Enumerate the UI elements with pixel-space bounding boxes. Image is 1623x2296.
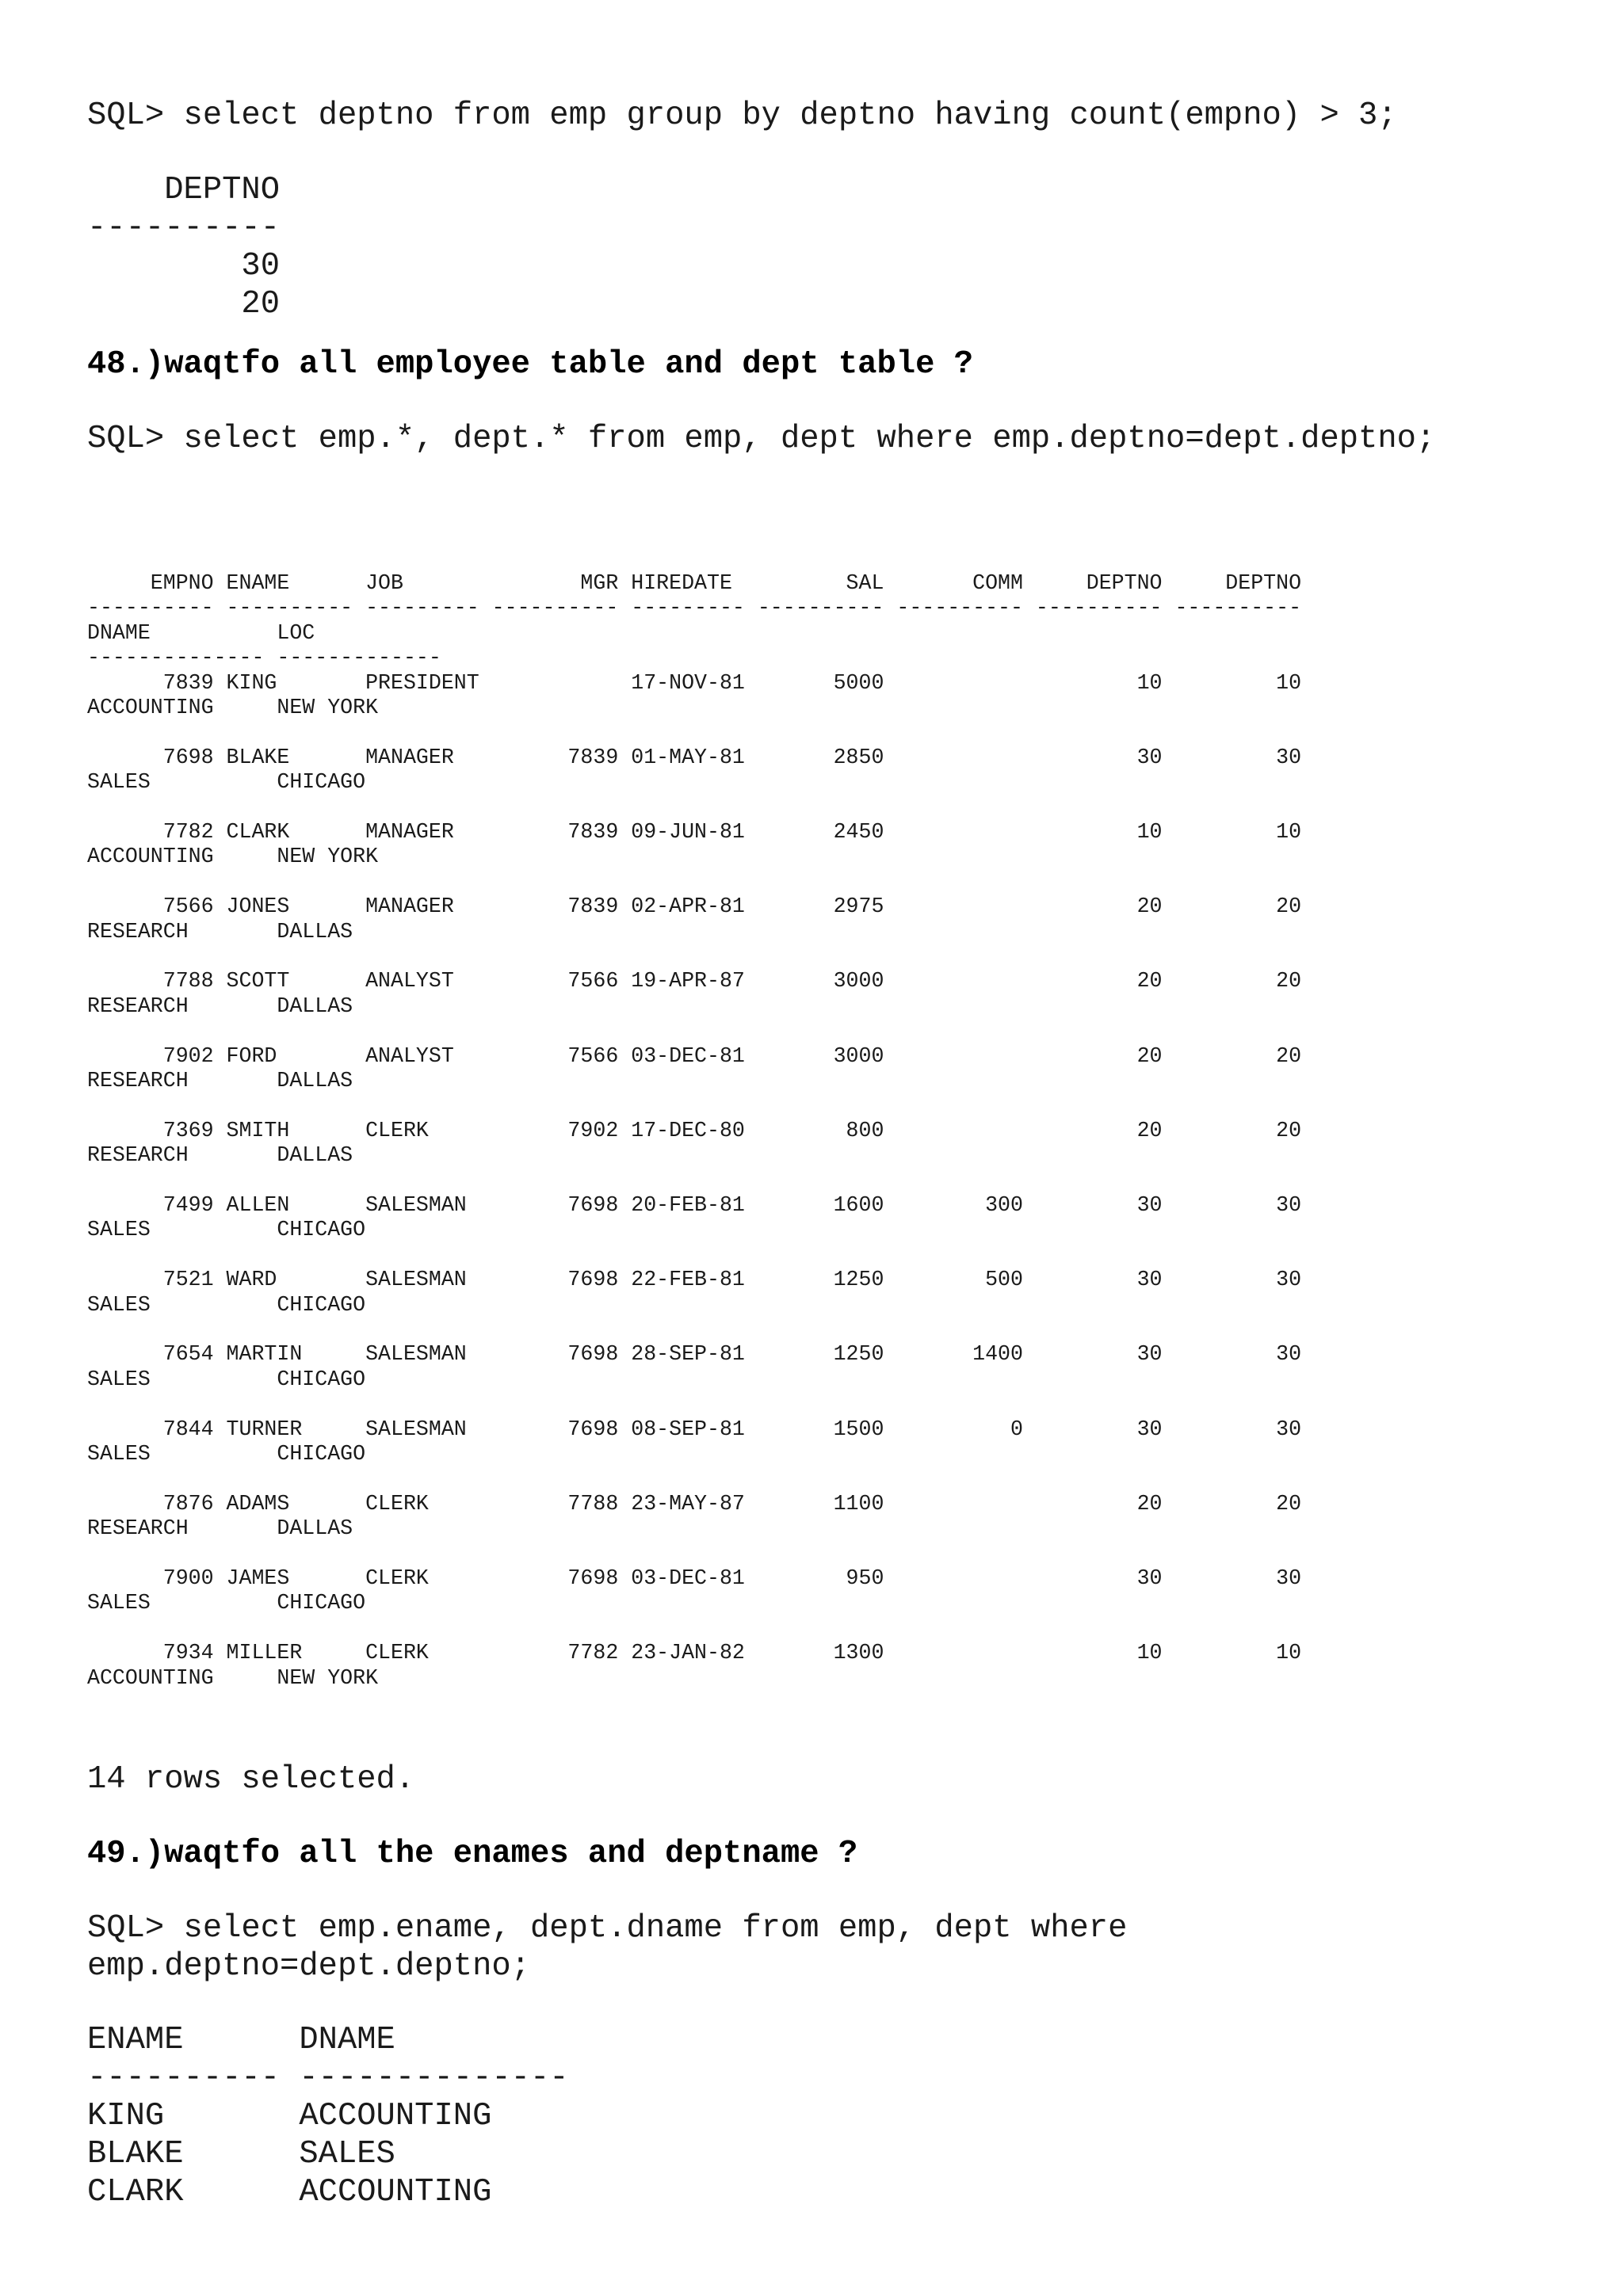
q49-result-line: BLAKE SALES — [87, 2136, 395, 2172]
q47-result-line: 20 — [87, 286, 281, 322]
q48-result-line: 7782 CLARK MANAGER 7839 09-JUN-81 2450 10 10 — [87, 820, 1302, 844]
q49-sql-line: SQL> select emp.ename, dept.dname from emp, dept where — [87, 1910, 1128, 1947]
q47-result-line: ---------- — [87, 210, 281, 246]
q48-result-line: 7369 SMITH CLERK 7902 17-DEC-80 800 20 20 — [87, 1118, 1302, 1142]
q48-result-line: SALES CHICAGO — [87, 1292, 366, 1317]
q48-result-line: 7900 JAMES CLERK 7698 03-DEC-81 950 30 30 — [87, 1566, 1302, 1590]
q48-result-line: 7839 KING PRESIDENT 17-NOV-81 5000 10 10 — [87, 670, 1302, 695]
q48-result-line: RESEARCH DALLAS — [87, 1516, 353, 1541]
q48-result-line: 7566 JONES MANAGER 7839 02-APR-81 2975 20 20 — [87, 894, 1302, 919]
q48-result-line: ACCOUNTING NEW YORK — [87, 1665, 379, 1690]
q48-result-line: RESEARCH DALLAS — [87, 994, 353, 1018]
q49-result-line: KING ACCOUNTING — [87, 2098, 492, 2134]
q48-result-line: ACCOUNTING NEW YORK — [87, 696, 379, 719]
q48-result-line: SALES CHICAGO — [87, 1367, 366, 1391]
q48-result-line: SALES CHICAGO — [87, 770, 366, 795]
q48-result-line: 7499 ALLEN SALESMAN 7698 20-FEB-81 1600 300 30 30 — [87, 1193, 1302, 1217]
q49-sql-line: emp.deptno=dept.deptno; — [87, 1948, 530, 1985]
q48-result-line: SALES CHICAGO — [87, 1218, 366, 1242]
q48-rowcount-line: 14 rows selected. — [87, 1761, 415, 1798]
q47-result-line: 30 — [87, 248, 281, 284]
q48-result-line: RESEARCH DALLAS — [87, 919, 353, 944]
q48-sql-line: SQL> select emp.*, dept.* from emp, dept where emp.deptno=dept.deptno; — [87, 421, 1436, 457]
q49-result-line: ---------- -------------- — [87, 2060, 569, 2096]
q48-result-line: 7844 TURNER SALESMAN 7698 08-SEP-81 1500 0 30 30 — [87, 1417, 1302, 1441]
q48-result-line: 7876 ADAMS CLERK 7788 23-MAY-87 1100 20 20 — [87, 1491, 1302, 1516]
q48-result-line: 7902 FORD ANALYST 7566 03-DEC-81 3000 20 20 — [87, 1043, 1302, 1068]
q48-result-line: ACCOUNTING NEW YORK — [87, 845, 379, 869]
q49-result-line: ENAME DNAME — [87, 2022, 395, 2058]
q47-sql-line: SQL> select deptno from emp group by deptno having count(empno) > 3; — [87, 97, 1397, 134]
q48-result-line: 7698 BLAKE MANAGER 7839 01-MAY-81 2850 30 30 — [87, 745, 1302, 769]
q48-result-line: RESEARCH DALLAS — [87, 1143, 353, 1168]
q48-result-line: 7788 SCOTT ANALYST 7566 19-APR-87 3000 20 20 — [87, 969, 1302, 994]
q48-heading-line: 48.)waqtfo all employee table and dept table ? — [87, 346, 973, 383]
q48-result-line: EMPNO ENAME JOB MGR HIREDATE SAL COMM DEPTNO DEPTNO — [87, 571, 1302, 595]
q48-result-line: 7521 WARD SALESMAN 7698 22-FEB-81 1250 500 30 30 — [87, 1268, 1302, 1292]
q48-result-line: -------------- ------------- — [87, 646, 441, 670]
q48-result-line: SALES CHICAGO — [87, 1591, 366, 1615]
q48-result-line: RESEARCH DALLAS — [87, 1069, 353, 1093]
q48-result-line: DNAME LOC — [87, 620, 315, 645]
q48-result-line: 7654 MARTIN SALESMAN 7698 28-SEP-81 1250 1400 30 30 — [87, 1342, 1302, 1367]
q47-result-line: DEPTNO — [87, 172, 281, 208]
q48-result-line: ---------- ---------- --------- ---------- --------- ---------- ---------- ---------- ---------- — [87, 596, 1302, 620]
q49-heading-line: 49.)waqtfo all the enames and deptname ? — [87, 1836, 858, 1872]
q48-result-line: SALES CHICAGO — [87, 1442, 366, 1466]
q49-result-line: CLARK ACCOUNTING — [87, 2174, 492, 2210]
q48-result-line: 7934 MILLER CLERK 7782 23-JAN-82 1300 10 10 — [87, 1641, 1302, 1665]
